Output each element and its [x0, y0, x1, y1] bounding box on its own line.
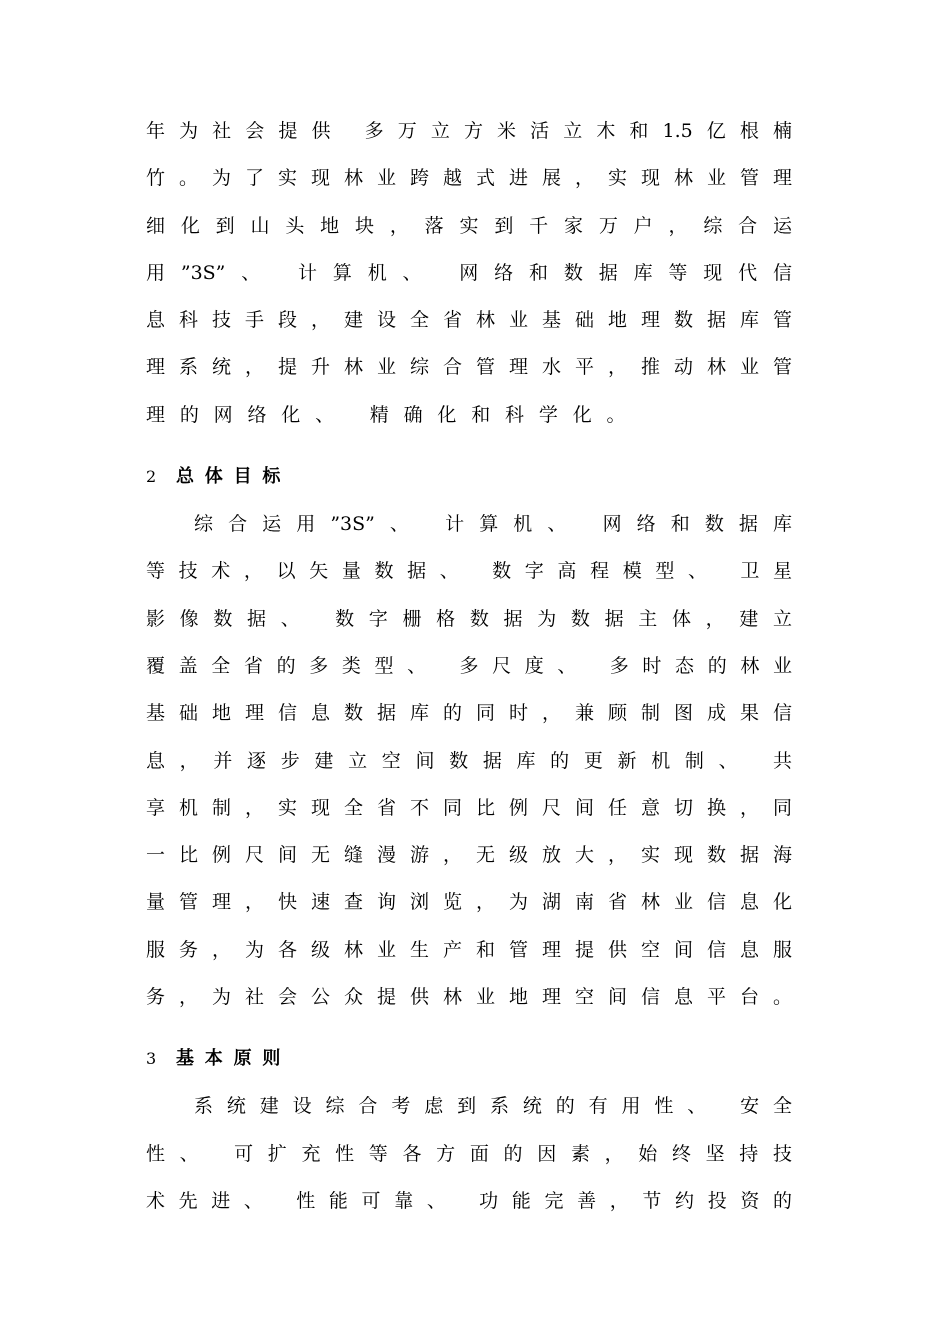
text-line: 理系统，提升林业综合管理水平，推动林业管: [146, 356, 792, 379]
section-number: 2: [146, 467, 157, 487]
text-line: 一比例尺间无缝漫游，无级放大，实现数据海: [146, 844, 792, 867]
text-line: 息，并逐步建立空间数据库的更新机制、 共: [146, 749, 792, 772]
text-line: 细化到山头地块，落实到千家万户，综合运: [146, 214, 792, 237]
paragraph-intro: [146, 108, 792, 439]
text-line: 量管理，快速查询浏览，为湖南省林业信息化: [146, 891, 792, 914]
text-line: 息科技手段，建设全省林业基础地理数据库管: [146, 309, 792, 332]
text-line: 基础地理信息数据库的同时，兼顾制图成果信: [146, 702, 792, 725]
text-line: 理的网络化、 精确化和科学化。: [146, 403, 641, 426]
text-line: 务，为社会公众提供林业地理空间信息平台。: [146, 986, 792, 1009]
section-heading: [146, 447, 792, 507]
document-body: [146, 108, 792, 1225]
text-line: 系统建设综合考虑到系统的有用性、 安全: [194, 1095, 792, 1118]
text-line: 竹。为了实现林业跨越式进展，实现林业管理: [146, 167, 792, 190]
text-line: 服务，为各级林业生产和管理提供空间信息服: [146, 938, 792, 961]
section-title: 总体目标: [176, 466, 292, 488]
text-line: 等技术，以矢量数据、 数字高程模型、 卫星: [146, 560, 792, 583]
text-line: 性、 可扩充性等各方面的因素，始终坚持技: [146, 1142, 792, 1165]
text-line: 享机制，实现全省不同比例尺间任意切换，同: [146, 796, 792, 819]
paragraph-basic-principles: [146, 1083, 792, 1225]
section-number: 3: [146, 1049, 157, 1069]
text-line: 年为社会提供 多万立方米活立木和1.5亿根楠: [146, 120, 792, 142]
text-line: 用”3S”、 计算机、 网络和数据库等现代信: [146, 261, 792, 284]
paragraph-overall-goal: [146, 501, 792, 1021]
text-line: 覆盖全省的多类型、 多尺度、 多时态的林业: [146, 654, 792, 677]
text-line: 影像数据、 数字栅格数据为数据主体，建立: [146, 607, 792, 630]
text-line: 综合运用”3S”、 计算机、 网络和数据库: [194, 513, 792, 536]
text-line: 术先进、 性能可靠、 功能完善，节约投资的: [146, 1189, 792, 1212]
section-heading: [146, 1029, 792, 1089]
section-title: 基本原则: [176, 1048, 292, 1070]
